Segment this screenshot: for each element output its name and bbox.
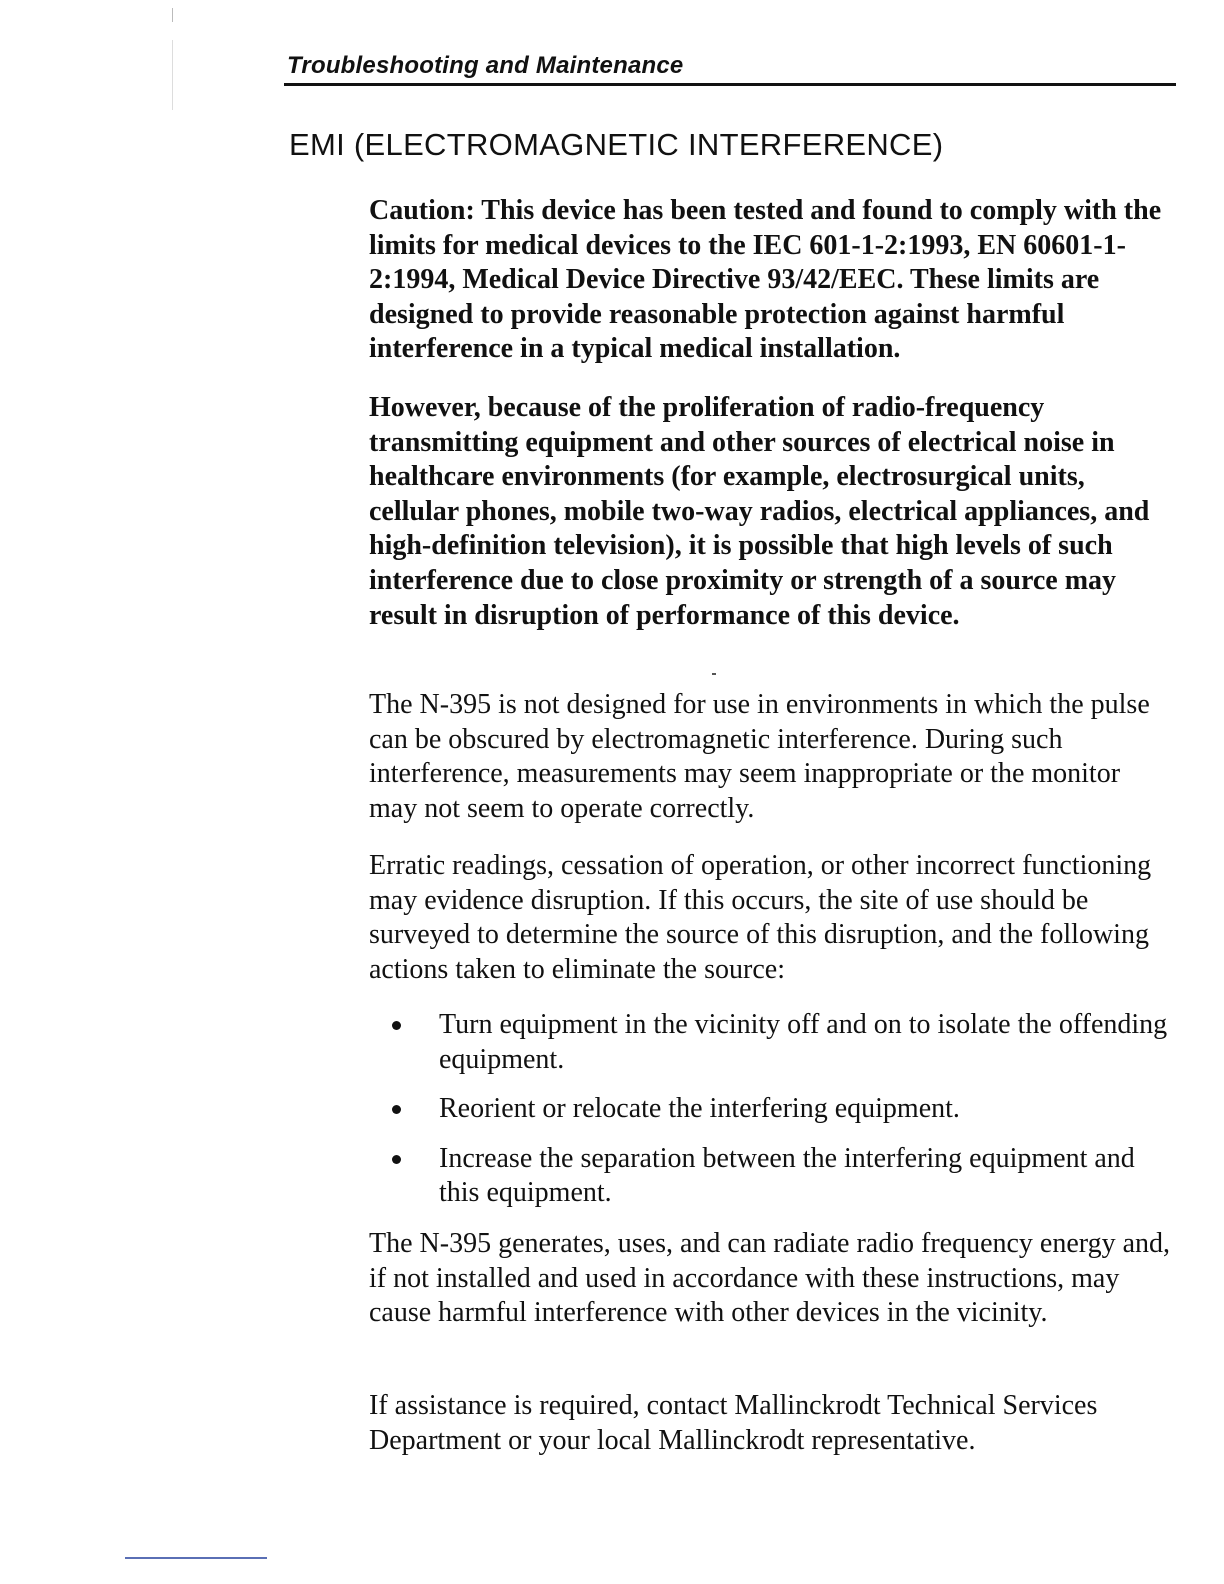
list-item bbox=[369, 1142, 1173, 1211]
caution-paragraph: Caution: This device has been tested and found to comply with the limits for medical devices to the IEC 601-1-2:1993, EN 60601-1-2:1994, Medical Device Directive 93/42/EEC. These limits are designed to provide reasonable protection against harmful interference in a typical medical installation. bbox=[369, 195, 1162, 365]
bullet-icon bbox=[392, 1105, 401, 1114]
footer-rule bbox=[125, 1557, 267, 1559]
body-paragraph-disruption: Erratic readings, cessation of operation, or other incorrect functioning may evidence disruption. If this occurs, the site of use should be surveyed to determine the source of this disruption, and the following actions taken to eliminate the source: bbox=[369, 850, 1152, 985]
list-item-text: Reorient or relocate the interfering equipment. bbox=[439, 1093, 960, 1125]
header-rule bbox=[284, 83, 1176, 86]
running-header: Troubleshooting and Maintenance bbox=[287, 52, 684, 79]
body-paragraph-radiation: The N-395 generates, uses, and can radiate radio frequency energy and, if not installed and used in accordance with these instructions, may cause harmful interference with other devices in the vicinity. bbox=[369, 1228, 1171, 1329]
body-paragraph-assistance: If assistance is required, contact Mallinckrodt Technical Services Department or your local Mallinckrodt representative. bbox=[369, 1390, 1098, 1456]
scan-mark-middle bbox=[172, 40, 173, 110]
list-item bbox=[369, 1092, 1173, 1127]
caution-continuation-paragraph: However, because of the proliferation of radio-frequency transmitting equipment and other sources of electrical noise in healthcare environments (for example, electrosurgical units, cellular phones, mobile two-way radios, electrical appliances, and high-definition television), it is possible that high levels of such interference due to close proximity or strength of a source may result in disruption of performance of this device. bbox=[369, 392, 1150, 631]
scan-mark-top bbox=[172, 8, 173, 22]
bullet-icon bbox=[392, 1021, 401, 1030]
action-list bbox=[369, 1008, 1173, 1226]
section-title: EMI (ELECTROMAGNETIC INTERFERENCE) bbox=[289, 127, 944, 162]
list-item-text: Turn equipment in the vicinity off and on to isolate the offending equipment. bbox=[439, 1009, 1168, 1075]
list-item bbox=[369, 1008, 1173, 1077]
body-paragraph-design: The N-395 is not designed for use in environments in which the pulse can be obscured by electromagnetic interference. During such interference, measurements may seem inappropriate or the monitor may not seem to operate correctly. bbox=[369, 689, 1150, 824]
scan-speck bbox=[712, 673, 716, 675]
list-item-text: Increase the separation between the interfering equipment and this equipment. bbox=[439, 1142, 1135, 1209]
bullet-icon bbox=[392, 1155, 401, 1164]
